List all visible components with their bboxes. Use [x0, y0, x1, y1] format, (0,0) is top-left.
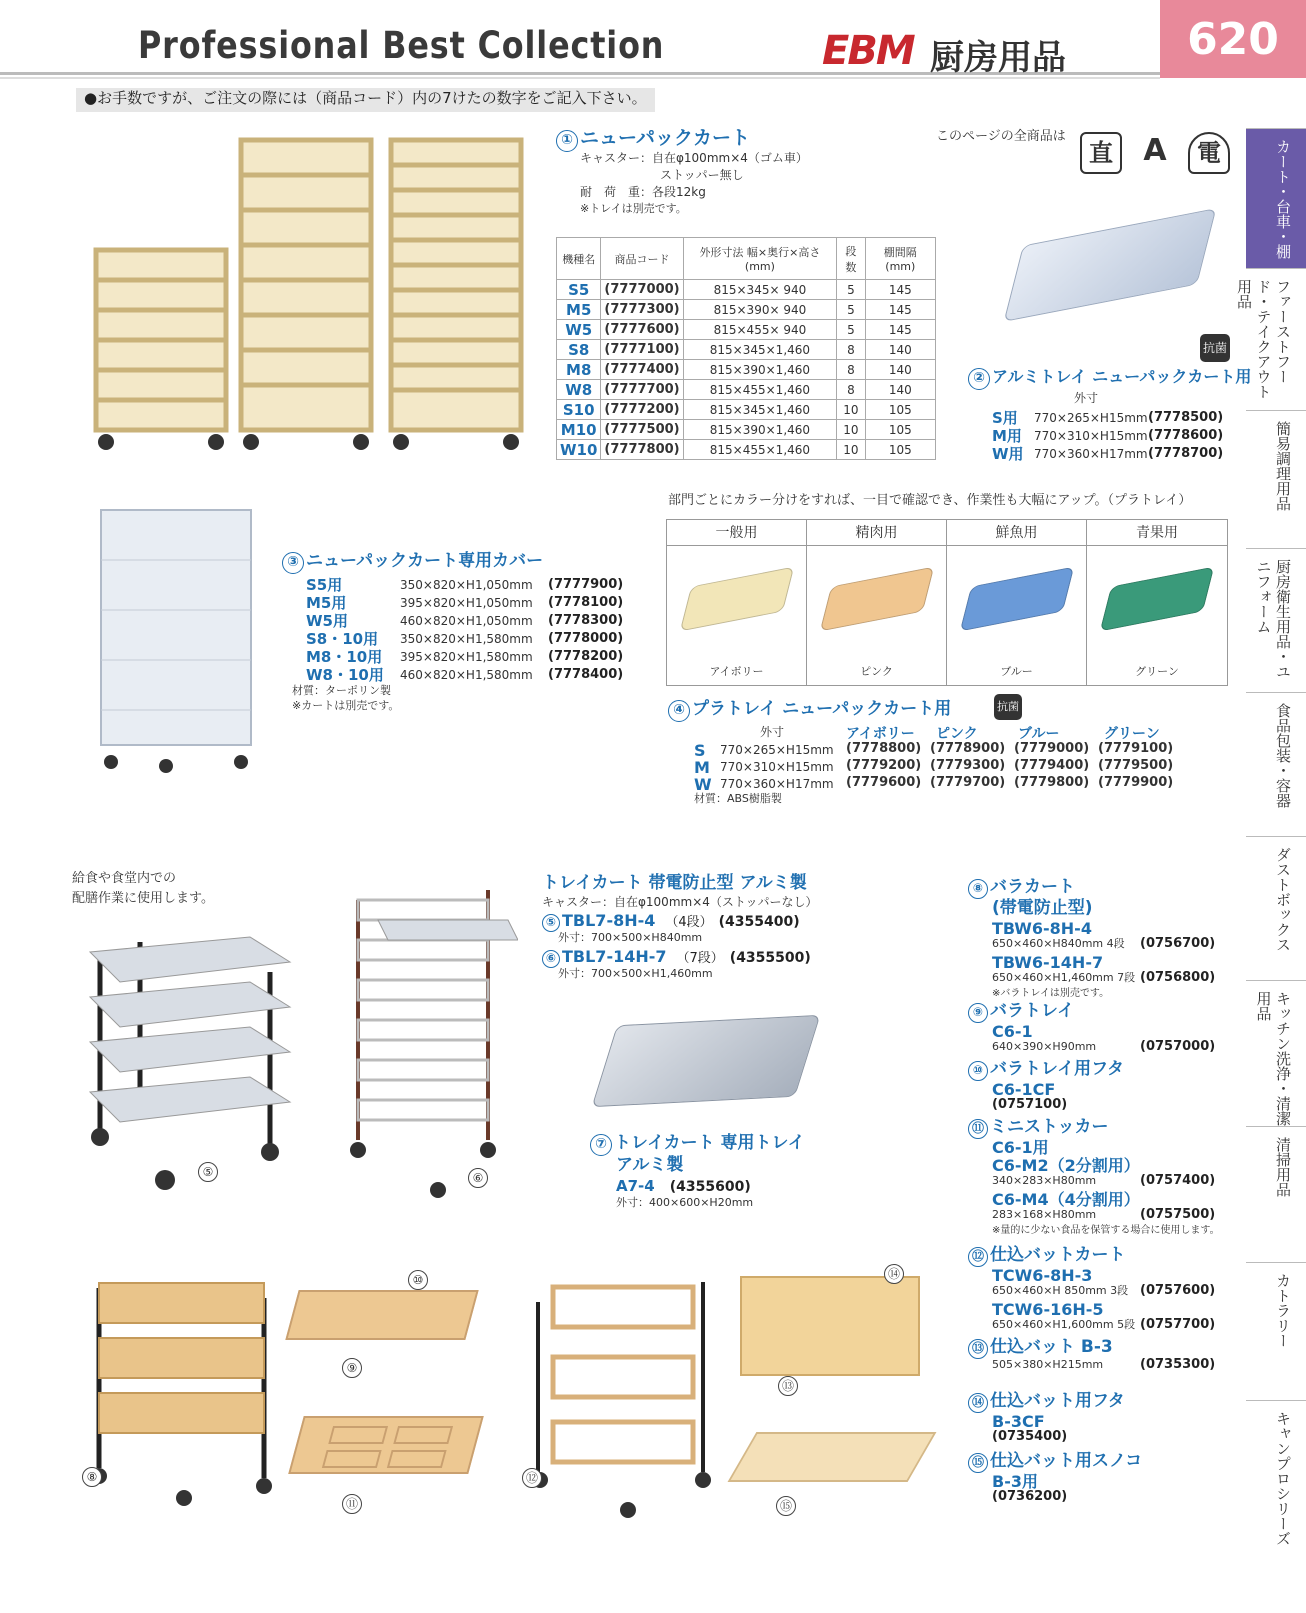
- spec-cell-3-2: 815×345×1,460: [683, 340, 837, 360]
- photo-label-10: ⑩: [408, 1270, 428, 1290]
- spec-cell-8-2: 815×455×1,460: [683, 440, 837, 460]
- side-tab-5[interactable]: ダストボックス: [1246, 836, 1306, 980]
- alumi-tray-a7-photo: [591, 1015, 820, 1107]
- p2-code-0: (7778500): [1148, 410, 1224, 425]
- p4-cell-0-5: (7779100): [1098, 741, 1174, 756]
- color-col-head-3: 青果用: [1087, 520, 1227, 546]
- p4-cell-2-1: 770×360×H17mm: [720, 777, 834, 791]
- right-item-code-5-0: (0735300): [1140, 1357, 1216, 1372]
- spec-header-2: 外形寸法 幅×奥行×高さ(mm): [683, 238, 837, 280]
- side-tab-6[interactable]: キッチン洗浄・清潔用品: [1246, 980, 1306, 1126]
- p4-cell-2-5: (7779900): [1098, 775, 1174, 790]
- spec-cell-3-1: (7777100): [601, 340, 683, 360]
- spec-row-8: [557, 440, 936, 460]
- spec-cell-5-1: (7777700): [601, 380, 683, 400]
- right-item-num-3: ⑪: [968, 1119, 988, 1139]
- spec-cell-5-3: 8: [837, 380, 865, 400]
- color-col-3: [1087, 520, 1227, 685]
- spec-cell-3-4: 140: [865, 340, 935, 360]
- spec-cell-4-3: 8: [837, 360, 865, 380]
- spec-cell-7-2: 815×390×1,460: [683, 420, 837, 440]
- antibacterial-badge: 抗菌: [1200, 334, 1230, 362]
- spec-cell-7-4: 105: [865, 420, 935, 440]
- spec-row-4: [557, 360, 936, 380]
- spec-cell-0-2: 815×345× 940: [683, 280, 837, 300]
- spec-cell-5-0: W8: [557, 380, 601, 400]
- color-col-2: [947, 520, 1087, 685]
- right-item-code-2-0: (0757100): [992, 1097, 1068, 1112]
- p4-cell-2-4: (7779800): [1014, 775, 1090, 790]
- spec-row-7: [557, 420, 936, 440]
- right-item-num-4: ⑫: [968, 1247, 988, 1267]
- spec-cell-2-0: W5: [557, 320, 601, 340]
- color-col-foot-0: アイボリー: [709, 665, 764, 678]
- shikomi-cart-photo: [528, 1272, 728, 1522]
- spec-cell-1-2: 815×390× 940: [683, 300, 837, 320]
- side-tab-3[interactable]: 厨房衛生用品・ユニフォーム: [1246, 548, 1306, 692]
- spec-cell-0-3: 5: [837, 280, 865, 300]
- side-tab-4[interactable]: 食品包装・容器: [1246, 692, 1306, 836]
- spec-header-0: 機種名: [557, 238, 601, 280]
- right-item-title-7: [968, 1452, 1142, 1473]
- side-tab-9[interactable]: キャンプロシリーズ: [1246, 1400, 1306, 1550]
- p3-code-3: (7778000): [548, 631, 624, 646]
- tc-steps-0: （4段）: [665, 915, 713, 930]
- right-item-num-0: ⑧: [968, 879, 988, 899]
- spec-cell-8-4: 105: [865, 440, 935, 460]
- right-item-note-3: ※量的に少ない食品を保管する場合に使用します。: [992, 1225, 1220, 1236]
- spec-cell-7-0: M10: [557, 420, 601, 440]
- right-item-size-4-0: 650×460×H 850mm 3段: [992, 1284, 1129, 1297]
- color-col-0: [667, 520, 807, 685]
- color-col-foot-2: ブルー: [1000, 665, 1033, 678]
- tc-code-1: (4355500): [729, 950, 811, 966]
- spec-cell-0-1: (7777000): [601, 280, 683, 300]
- right-item-title-5: [968, 1338, 1113, 1359]
- tc-size-1: 外寸：700×500×H1,460mm: [558, 967, 713, 980]
- direct-ship-icon: 直: [1080, 132, 1122, 174]
- right-item-size-3-1: 340×283×H80mm: [992, 1174, 1097, 1187]
- right-item-title2-0: (帯電防止型): [992, 898, 1093, 918]
- alumi-tray-photo: [1004, 208, 1217, 322]
- page-number: 620: [1160, 0, 1306, 78]
- right-item-num-1: ⑨: [968, 1003, 988, 1023]
- right-item-model-7-0: B-3用: [992, 1472, 1038, 1491]
- p3-note: ※カートは別売です。: [292, 699, 400, 712]
- right-item-code-7-0: (0736200): [992, 1489, 1068, 1504]
- p3-code-4: (7778200): [548, 649, 624, 664]
- color-col-head-0: 一般用: [667, 520, 806, 546]
- photo-label-14: ⑭: [884, 1264, 904, 1284]
- p3-model-5: W8・10用: [306, 666, 384, 684]
- tc-model-1: TBL7-14H-7: [562, 947, 667, 966]
- p2-sub: 外寸: [1074, 391, 1099, 405]
- p4-header-0: 外寸: [760, 725, 785, 739]
- right-item-name-5: 仕込バット B-3: [990, 1337, 1113, 1357]
- p4-cell-2-2: (7779600): [846, 775, 922, 790]
- p4-cell-2-0: W: [694, 775, 712, 794]
- right-item-size-5-0: 505×380×H215mm: [992, 1358, 1104, 1371]
- p4-cell-1-3: (7779300): [930, 758, 1006, 773]
- p3-model-2: W5用: [306, 612, 348, 630]
- photo-label-9: ⑨: [342, 1358, 362, 1378]
- right-item-title-3: [968, 1118, 1109, 1139]
- right-item-name-1: バラトレイ: [990, 1001, 1075, 1021]
- spec-cell-8-3: 10: [837, 440, 865, 460]
- right-item-model-0-0: TBW6-8H-4: [992, 919, 1092, 938]
- side-tab-0[interactable]: カート・台車・棚: [1246, 128, 1306, 268]
- p4-header-2: ピンク: [936, 726, 978, 742]
- spec-cell-3-0: S8: [557, 340, 601, 360]
- side-tab-8[interactable]: カトラリー: [1246, 1262, 1306, 1400]
- bara-tray-photo: [285, 1290, 478, 1340]
- usage-desc-2: 配膳作業に使用します。: [72, 891, 214, 906]
- photo-label-12: ⑫: [522, 1468, 542, 1488]
- p3-material: 材質：ターポリン製: [292, 684, 391, 697]
- right-item-title-4: [968, 1246, 1126, 1267]
- right-item-size-1-0: 640×390×H90mm: [992, 1040, 1097, 1053]
- spec-row-3: [557, 340, 936, 360]
- p2-size-name-2: W用: [992, 445, 1024, 463]
- spec-cell-1-1: (7777300): [601, 300, 683, 320]
- p4-header-4: グリーン: [1104, 726, 1160, 742]
- right-item-model-4-0: TCW6-8H-3: [992, 1266, 1093, 1285]
- spec-cell-4-4: 140: [865, 360, 935, 380]
- spec-cell-8-0: W10: [557, 440, 601, 460]
- spec-cell-2-4: 145: [865, 320, 935, 340]
- spec-header-1: 商品コード: [601, 238, 683, 280]
- tray-cart-4-photo: [80, 932, 300, 1202]
- p4-cell-2-3: (7779700): [930, 775, 1006, 790]
- photo-label-6: ⑥: [468, 1168, 488, 1188]
- p4-cell-1-2: (7779200): [846, 758, 922, 773]
- p2-dim-2: 770×360×H17mm: [1034, 447, 1148, 461]
- spec-cell-3-3: 8: [837, 340, 865, 360]
- tc-num-1: ⑥: [542, 950, 560, 968]
- p2-code-2: (7778700): [1148, 446, 1224, 461]
- color-col-foot-1: ピンク: [860, 665, 893, 678]
- right-item-name-0: バラカート: [990, 877, 1075, 897]
- right-item-model-3-2: C6-M4（4分割用）: [992, 1190, 1140, 1209]
- spec-cell-6-3: 10: [837, 400, 865, 420]
- right-item-size-0-1: 650×460×H1,460mm 7段: [992, 971, 1136, 984]
- right-item-title-2: [968, 1060, 1124, 1081]
- p1-load: 耐 荷 重：各段12kg: [580, 185, 706, 199]
- right-item-num-2: ⑩: [968, 1061, 988, 1081]
- spec-cell-2-1: (7777600): [601, 320, 683, 340]
- spec-cell-0-4: 145: [865, 280, 935, 300]
- photo-label-8: ⑧: [82, 1467, 102, 1487]
- p4-cell-1-0: M: [694, 758, 710, 777]
- right-item-model-1-0: C6-1: [992, 1022, 1033, 1041]
- spec-row-6: [557, 400, 936, 420]
- spec-cell-7-1: (7777500): [601, 420, 683, 440]
- spec-row-0: [557, 280, 936, 300]
- right-item-name-4: 仕込バットカート: [990, 1245, 1126, 1265]
- right-item-num-6: ⑭: [968, 1393, 988, 1413]
- right-item-model-6-0: B-3CF: [992, 1412, 1045, 1431]
- p3-code-2: (7778300): [548, 613, 624, 628]
- right-item-size-3-2: 283×168×H80mm: [992, 1208, 1097, 1221]
- antibacterial-badge-p4: 抗菌: [994, 694, 1022, 720]
- p3-title: ③ ニューパックカート専用カバー: [282, 552, 543, 574]
- p3-model-3: S8・10用: [306, 630, 379, 648]
- p4-cell-1-1: 770×310×H15mm: [720, 760, 834, 774]
- right-item-model-0-1: TBW6-14H-7: [992, 953, 1104, 972]
- p3-dim-1: 395×820×H1,050mm: [400, 596, 533, 610]
- side-tab-7[interactable]: 清掃用品: [1246, 1126, 1306, 1262]
- right-item-name-3: ミニストッカー: [990, 1117, 1109, 1137]
- spec-cell-0-0: S5: [557, 280, 601, 300]
- p3-dim-3: 350×820×H1,580mm: [400, 632, 533, 646]
- p1-note: ※トレイは別売です。: [580, 202, 687, 215]
- icons-label: このページの全商品は: [936, 129, 1066, 144]
- spec-row-1: [557, 300, 936, 320]
- shikomi-bat-photo: [740, 1276, 920, 1376]
- spec-cell-6-2: 815×345×1,460: [683, 400, 837, 420]
- spec-cell-6-4: 105: [865, 400, 935, 420]
- usage-desc-1: 給食や食堂内での: [72, 871, 177, 886]
- tc-num-0: ⑤: [542, 914, 560, 932]
- color-col-1: [807, 520, 947, 685]
- p2-size-name-1: M用: [992, 427, 1022, 445]
- spec-cell-1-0: M5: [557, 300, 601, 320]
- photo-label-13: ⑬: [778, 1376, 798, 1396]
- spec-header-3: 段数: [837, 238, 865, 280]
- p7-subtitle: アルミ製: [616, 1155, 684, 1175]
- spec-cell-7-3: 10: [837, 420, 865, 440]
- spec-cell-1-4: 145: [865, 300, 935, 320]
- p7-model: A7-4 (4355600): [616, 1177, 751, 1195]
- spec-cell-4-2: 815×390×1,460: [683, 360, 837, 380]
- cover-photo: [96, 500, 256, 780]
- p3-dim-2: 460×820×H1,050mm: [400, 614, 533, 628]
- right-item-name-6: 仕込バット用フタ: [990, 1391, 1125, 1411]
- newpack-cart-photo: [76, 130, 536, 460]
- spec-cell-2-2: 815×455× 940: [683, 320, 837, 340]
- right-item-code-0-1: (0756800): [1140, 970, 1216, 985]
- spec-row-2: [557, 320, 936, 340]
- spec-table: [556, 237, 936, 460]
- right-item-name-2: バラトレイ用フタ: [990, 1059, 1124, 1079]
- p4-header-3: ブルー: [1018, 726, 1060, 742]
- p3-model-1: M5用: [306, 594, 347, 612]
- right-item-size-0-0: 650×460×H840mm 4段: [992, 937, 1125, 950]
- spec-cell-6-0: S10: [557, 400, 601, 420]
- spec-cell-1-3: 5: [837, 300, 865, 320]
- p1-title: ① ニューパックカート: [556, 128, 750, 152]
- p4-cell-1-5: (7779500): [1098, 758, 1174, 773]
- p2-dim-0: 770×265×H15mm: [1034, 411, 1148, 425]
- brand-logo: EBM: [822, 28, 914, 74]
- p3-dim-5: 460×820×H1,580mm: [400, 668, 533, 682]
- p1-caster: キャスター：自在φ100mm×4（ゴム車）: [580, 151, 808, 165]
- photo-label-15: ⑮: [776, 1496, 796, 1516]
- right-item-model-2-0: C6-1CF: [992, 1080, 1056, 1099]
- p3-code-5: (7778400): [548, 667, 624, 682]
- p4-material: 材質：ABS樹脂製: [694, 792, 782, 805]
- order-notice: ●お手数ですが、ご注文の際には（商品コード）内の7けたの数字をご記入下さい。: [76, 88, 655, 112]
- color-table: [666, 519, 1228, 686]
- spec-cell-8-1: (7777800): [601, 440, 683, 460]
- right-item-code-0-0: (0756700): [1140, 936, 1216, 951]
- telephone-icon: 電: [1188, 132, 1230, 174]
- p4-cell-0-2: (7778800): [846, 741, 922, 756]
- photo-label-5: ⑤: [198, 1162, 218, 1182]
- right-item-model-3-1: C6-M2（2分割用）: [992, 1156, 1140, 1175]
- p1-number: ①: [556, 130, 578, 152]
- colors-caption: 部門ごとにカラー分けをすれば、一目で確認でき、作業性も大幅にアップ。（プラトレイ）: [668, 493, 1192, 508]
- spec-cell-6-1: (7777200): [601, 400, 683, 420]
- color-col-head-1: 精肉用: [807, 520, 946, 546]
- right-item-code-1-0: (0757000): [1140, 1039, 1216, 1054]
- right-item-size-4-1: 650×460×H1,600mm 5段: [992, 1318, 1136, 1331]
- p2-size-name-0: S用: [992, 409, 1018, 427]
- p2-title: ② アルミトレイ ニューパックカート用: [968, 368, 1251, 390]
- page-title: Professional Best Collection: [138, 24, 665, 67]
- tc-item-0: [542, 912, 800, 932]
- right-item-code-6-0: (0735400): [992, 1429, 1068, 1444]
- p4-cell-0-0: S: [694, 741, 706, 760]
- right-item-title-6: [968, 1392, 1125, 1413]
- right-item-title-0: [968, 878, 1075, 899]
- right-item-code-3-2: (0757500): [1140, 1207, 1216, 1222]
- spec-row-5: [557, 380, 936, 400]
- p4-header-1: アイボリー: [846, 726, 915, 742]
- p2-dim-1: 770×310×H15mm: [1034, 429, 1148, 443]
- right-item-name-7: 仕込バット用スノコ: [990, 1451, 1143, 1471]
- p4-cell-1-4: (7779400): [1014, 758, 1090, 773]
- spec-cell-5-2: 815×455×1,460: [683, 380, 837, 400]
- right-item-model-4-1: TCW6-16H-5: [992, 1300, 1104, 1319]
- p4-cell-0-3: (7778900): [930, 741, 1006, 756]
- color-col-foot-3: グリーン: [1135, 665, 1179, 678]
- right-item-model-3-0: C6-1用: [992, 1138, 1049, 1157]
- catalog-icon: A: [1134, 132, 1176, 174]
- p3-dim-0: 350×820×H1,050mm: [400, 578, 533, 592]
- spec-cell-4-0: M8: [557, 360, 601, 380]
- p3-code-0: (7777900): [548, 577, 624, 592]
- category-title: 厨房用品: [930, 38, 1066, 78]
- tc-code-0: (4355400): [718, 914, 800, 930]
- p4-title: ④ プラトレイ ニューパックカート用: [668, 700, 951, 722]
- right-item-code-4-0: (0757600): [1140, 1283, 1216, 1298]
- tray-cart-7-photo: [338, 880, 518, 1210]
- side-tab-1[interactable]: ファーストフード・テイクアウト用品: [1246, 268, 1306, 410]
- p2-code-1: (7778600): [1148, 428, 1224, 443]
- color-col-head-2: 鮮魚用: [947, 520, 1086, 546]
- p3-model-4: M8・10用: [306, 648, 383, 666]
- tc-model-0: TBL7-8H-4: [562, 911, 656, 930]
- spec-cell-4-1: (7777400): [601, 360, 683, 380]
- right-item-code-3-1: (0757400): [1140, 1173, 1216, 1188]
- p7-size: 外寸：400×600×H20mm: [616, 1196, 754, 1209]
- tc-item-1: [542, 948, 811, 968]
- side-tab-2[interactable]: 簡易調理用品: [1246, 410, 1306, 548]
- right-item-title-1: [968, 1002, 1074, 1023]
- spec-header-4: 棚間隔 (mm): [865, 238, 935, 280]
- p3-model-0: S5用: [306, 576, 343, 594]
- mini-stocker-photo: [288, 1416, 484, 1474]
- p3-dim-4: 395×820×H1,580mm: [400, 650, 533, 664]
- p4-cell-0-4: (7779000): [1014, 741, 1090, 756]
- p4-cell-0-1: 770×265×H15mm: [720, 743, 834, 757]
- tray-cart-caster: キャスター：自在φ100mm×4（ストッパーなし）: [542, 895, 818, 909]
- right-item-note-0: ※バラトレイは別売です。: [992, 988, 1110, 999]
- color-tray-1: [820, 567, 935, 632]
- color-tray-3: [1100, 567, 1215, 632]
- sunoko-photo: [728, 1432, 937, 1482]
- right-item-code-4-1: (0757700): [1140, 1317, 1216, 1332]
- spec-cell-5-4: 140: [865, 380, 935, 400]
- p1-stopper: ストッパー無し: [660, 168, 744, 182]
- color-tray-2: [960, 567, 1075, 632]
- tc-steps-1: （7段）: [676, 951, 724, 966]
- tray-cart-title: トレイカート 帯電防止型 アルミ製: [542, 873, 807, 893]
- right-item-num-5: ⑬: [968, 1339, 988, 1359]
- bara-cart-photo: [84, 1268, 284, 1508]
- spec-cell-2-3: 5: [837, 320, 865, 340]
- photo-label-11: ⑪: [342, 1494, 362, 1514]
- color-tray-0: [680, 567, 795, 632]
- tc-size-0: 外寸：700×500×H840mm: [558, 931, 703, 944]
- p7-title: ⑦ トレイカート 専用トレイ: [590, 1134, 805, 1156]
- right-item-num-7: ⑮: [968, 1453, 988, 1473]
- p3-code-1: (7778100): [548, 595, 624, 610]
